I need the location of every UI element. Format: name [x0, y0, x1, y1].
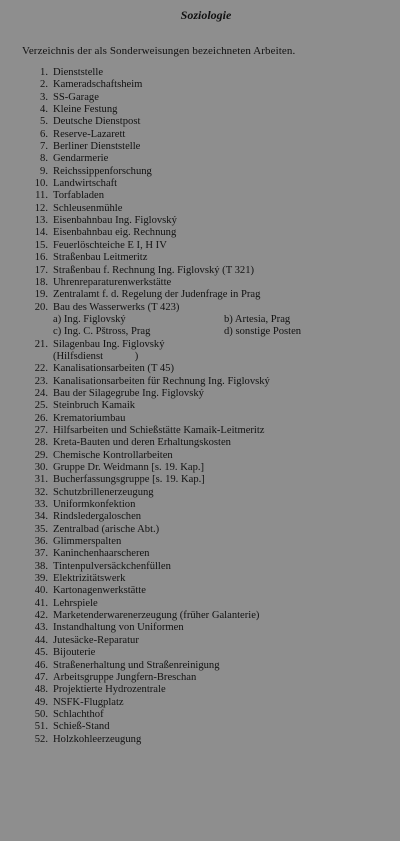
- list-item-text: Jutesäcke-Reparatur: [53, 634, 139, 646]
- list-item: [22, 536, 390, 548]
- list-item-text: Landwirtschaft: [53, 178, 118, 190]
- list-item-number: 9.: [40, 165, 48, 177]
- list-item: [22, 388, 390, 400]
- list-item: [22, 265, 390, 277]
- list-item-text: Feuerlöschteiche E I, H IV: [53, 239, 167, 251]
- list-item: [22, 437, 390, 449]
- list-item: [22, 524, 390, 536]
- list-item-number: 48.: [34, 684, 48, 696]
- list-item: [22, 721, 390, 733]
- list-item-number: 2.: [40, 79, 48, 91]
- list-item-number: 16.: [34, 252, 48, 264]
- list-item-number: 5.: [40, 116, 48, 128]
- list-item-text: Kameradschaftsheim: [53, 79, 143, 91]
- list-item: [22, 511, 390, 523]
- list-item: [22, 227, 390, 239]
- list-item-number: 6.: [40, 128, 48, 140]
- list-item: [22, 215, 390, 227]
- list-item-text: Schleusenmühle: [53, 202, 123, 214]
- list-item-number: 51.: [34, 721, 48, 733]
- list-item-number: 26.: [34, 412, 48, 424]
- list-item: [22, 129, 390, 141]
- list-item: [22, 585, 390, 597]
- list-item: [22, 67, 390, 79]
- work-list: [22, 67, 390, 746]
- list-item-text: Kreta-Bauten und deren Erhaltungskosten: [53, 437, 231, 449]
- list-item-text: Projektierte Hydrozentrale: [53, 684, 166, 696]
- list-item-number: 45.: [34, 647, 48, 659]
- list-item: [22, 153, 390, 165]
- list-item: [22, 104, 390, 116]
- list-item-text: Uniformkonfektion: [53, 499, 136, 511]
- sub-item-b: b) Artesia, Prag: [224, 313, 291, 325]
- list-item-text: Kartonagenwerkstätte: [53, 585, 146, 597]
- list-item: [22, 635, 390, 647]
- list-item-number: 49.: [34, 696, 48, 708]
- list-item: [22, 339, 390, 351]
- list-item: [22, 203, 390, 215]
- list-item-number: 18.: [34, 276, 48, 288]
- list-item: [22, 697, 390, 709]
- list-item: [22, 277, 390, 289]
- list-item-text: Zentralamt f. d. Regelung der Judenfrage in Prag: [53, 289, 261, 301]
- list-item-text: Holzkohleerzeugung: [53, 733, 142, 745]
- list-item: [22, 462, 390, 474]
- list-item-text: Straßenbau Leitmeritz: [53, 252, 148, 264]
- list-item: [22, 79, 390, 91]
- list-item-number: 13.: [34, 215, 48, 227]
- list-item-number: 12.: [34, 202, 48, 214]
- list-item-text: Tintenpulversäckchenfüllen: [53, 560, 171, 572]
- list-item: [22, 92, 390, 104]
- list-item: [22, 474, 390, 486]
- list-item-text: Deutsche Dienstpost: [53, 116, 141, 128]
- list-item: [22, 672, 390, 684]
- list-item-number: 42.: [34, 610, 48, 622]
- list-item: [22, 178, 390, 190]
- list-item-number: 41.: [34, 597, 48, 609]
- list-item-text: Uhrenreparaturenwerkstätte: [53, 276, 172, 288]
- list-item: [22, 400, 390, 412]
- list-item: [22, 499, 390, 511]
- list-item-number: 36.: [34, 536, 48, 548]
- sub-items-row-cd: [22, 326, 390, 338]
- section-title: Soziologie: [180, 8, 232, 22]
- list-item-text: Berliner Dienststelle: [53, 141, 141, 153]
- list-item-number: 11.: [35, 190, 48, 202]
- list-item: [22, 363, 390, 375]
- list-item-number: 37.: [34, 548, 48, 560]
- list-item-number: 35.: [34, 523, 48, 535]
- list-item-number: 39.: [34, 573, 48, 585]
- list-item: [22, 413, 390, 425]
- list-item-text: Marketenderwarenerzeugung (früher Galanterie): [53, 610, 260, 622]
- list-item-text: Schieß-Stand: [53, 721, 110, 733]
- list-item-number: 7.: [40, 141, 48, 153]
- list-item: [22, 289, 390, 301]
- sub-items-row-ab: [22, 314, 390, 326]
- list-item-text: Arbeitsgruppe Jungfern-Breschan: [53, 671, 197, 683]
- list-item-number: 44.: [34, 634, 48, 646]
- list-item-text: Reichssippenforschung: [53, 165, 152, 177]
- list-item-continuation: (Hilfsdienst ): [53, 350, 139, 362]
- list-item-number: 27.: [34, 424, 48, 436]
- list-item-number: 8.: [40, 153, 48, 165]
- list-item-text: Kanalisationsarbeiten (T 45): [53, 363, 175, 375]
- list-item-number: 43.: [34, 622, 48, 634]
- list-item-number: 46.: [34, 659, 48, 671]
- list-item: [22, 684, 390, 696]
- list-item-number: 29.: [34, 449, 48, 461]
- list-item-text: Reserve-Lazarett: [53, 128, 126, 140]
- list-item-text: Eisenbahnbau eig. Rechnung: [53, 227, 177, 239]
- list-item-number: 52.: [34, 733, 48, 745]
- list-item-number: 32.: [34, 486, 48, 498]
- list-item-text: Elektrizitätswerk: [53, 573, 126, 585]
- list-item-text: SS-Garage: [53, 91, 99, 103]
- sub-item-a: a) Ing. Figlovský: [53, 313, 126, 325]
- list-item-text: Straßenerhaltung und Straßenreinigung: [53, 659, 220, 671]
- list-item-text: Schutzbrillenerzeugung: [53, 486, 154, 498]
- list-item: [22, 376, 390, 388]
- list-item-number: 1.: [40, 67, 48, 78]
- list-item-text: Silagenbau Ing. Figlovský: [53, 338, 165, 350]
- list-item-number: 50.: [34, 708, 48, 720]
- list-item-number: 28.: [34, 437, 48, 449]
- list-item-text: NSFK-Flugplatz: [53, 696, 124, 708]
- list-item-number: 19.: [34, 289, 48, 301]
- list-item-text: Bijouterie: [53, 647, 96, 659]
- list-item-text: Krematoriumbau: [53, 412, 126, 424]
- list-item-text: Hilfsarbeiten und Schießstätte Kamaik-Leitmeritz: [53, 424, 265, 436]
- list-item-number: 20.: [34, 301, 48, 313]
- list-item-number: 33.: [34, 499, 48, 511]
- list-item-text: Torfabladen: [53, 190, 105, 202]
- list-item-number: 21.: [34, 338, 48, 350]
- list-heading: Verzeichnis der als Sonderweisungen bezeichneten Arbeiten.: [22, 45, 296, 57]
- list-item: [22, 252, 390, 264]
- list-item: [22, 622, 390, 634]
- list-item-number: 38.: [34, 560, 48, 572]
- list-item-number: 3.: [40, 91, 48, 103]
- list-item: [22, 116, 390, 128]
- sub-item-c: c) Ing. C. Pštross, Prag: [53, 326, 151, 338]
- list-item-number: 4.: [40, 104, 48, 116]
- list-item-text: Kaninchenhaarscheren: [53, 548, 150, 560]
- list-item-text: Zentralbad (arische Abt.): [53, 523, 160, 535]
- list-item: [22, 734, 390, 746]
- list-item: [22, 487, 390, 499]
- list-item-number: 17.: [34, 264, 48, 276]
- list-item-number: 34.: [34, 511, 48, 523]
- list-item: [22, 598, 390, 610]
- list-item: [22, 660, 390, 672]
- list-item-text: Glimmerspalten: [53, 536, 122, 548]
- list-item-number: 30.: [34, 462, 48, 473]
- list-item: [22, 709, 390, 721]
- list-item: [22, 450, 390, 462]
- list-item-text: Schlachthof: [53, 708, 104, 720]
- list-item-text: Steinbruch Kamaik: [53, 400, 136, 412]
- list-item-number: 10.: [34, 178, 48, 190]
- list-item-text: Lehrspiele: [53, 597, 98, 609]
- list-item-text: Straßenbau f. Rechnung Ing. Figlovský (T 321): [53, 264, 255, 276]
- list-item: [22, 190, 390, 202]
- list-item-number: 22.: [34, 363, 48, 375]
- list-item-number: 15.: [34, 239, 48, 251]
- list-item-text: Kleine Festung: [53, 104, 118, 116]
- list-item-number: 23.: [34, 375, 48, 387]
- list-item-number: 47.: [34, 671, 48, 683]
- list-item: [22, 240, 390, 252]
- list-item: [22, 610, 390, 622]
- list-item-text: Instandhaltung von Uniformen: [53, 622, 184, 634]
- list-item: [22, 647, 390, 659]
- list-item: [22, 548, 390, 560]
- list-item: [22, 561, 390, 573]
- list-item: [22, 141, 390, 153]
- list-item-number: 24.: [34, 387, 48, 399]
- list-item-text: Eisenbahnbau Ing. Figlovský: [53, 215, 177, 227]
- list-item-text: Chemische Kontrollarbeiten: [53, 449, 173, 461]
- sub-item-d: d) sonstige Posten: [224, 326, 302, 338]
- list-item-text: Bau des Wasserwerks (T 423): [53, 301, 180, 313]
- list-item-number: 25.: [34, 400, 48, 412]
- list-item-text: Kanalisationsarbeiten für Rechnung Ing. Figlovský: [53, 375, 270, 387]
- list-item-text: Gruppe Dr. Weidmann [s. 19. Kap.]: [53, 462, 205, 473]
- list-item: [22, 573, 390, 585]
- list-item-number: 40.: [34, 585, 48, 597]
- list-item: [22, 302, 390, 314]
- list-item-text: Gendarmerie: [53, 153, 109, 165]
- list-item: [22, 425, 390, 437]
- list-item-text: Bucherfassungsgruppe [s. 19. Kap.]: [53, 474, 205, 486]
- list-item-text: Rindsledergaloschen: [53, 511, 142, 523]
- list-item-number: 14.: [34, 227, 48, 239]
- list-item-text: Dienststelle: [53, 67, 104, 78]
- list-item-number: 31.: [34, 474, 48, 486]
- list-item-text: Bau der Silagegrube Ing. Figlovský: [53, 387, 204, 399]
- list-item: [22, 166, 390, 178]
